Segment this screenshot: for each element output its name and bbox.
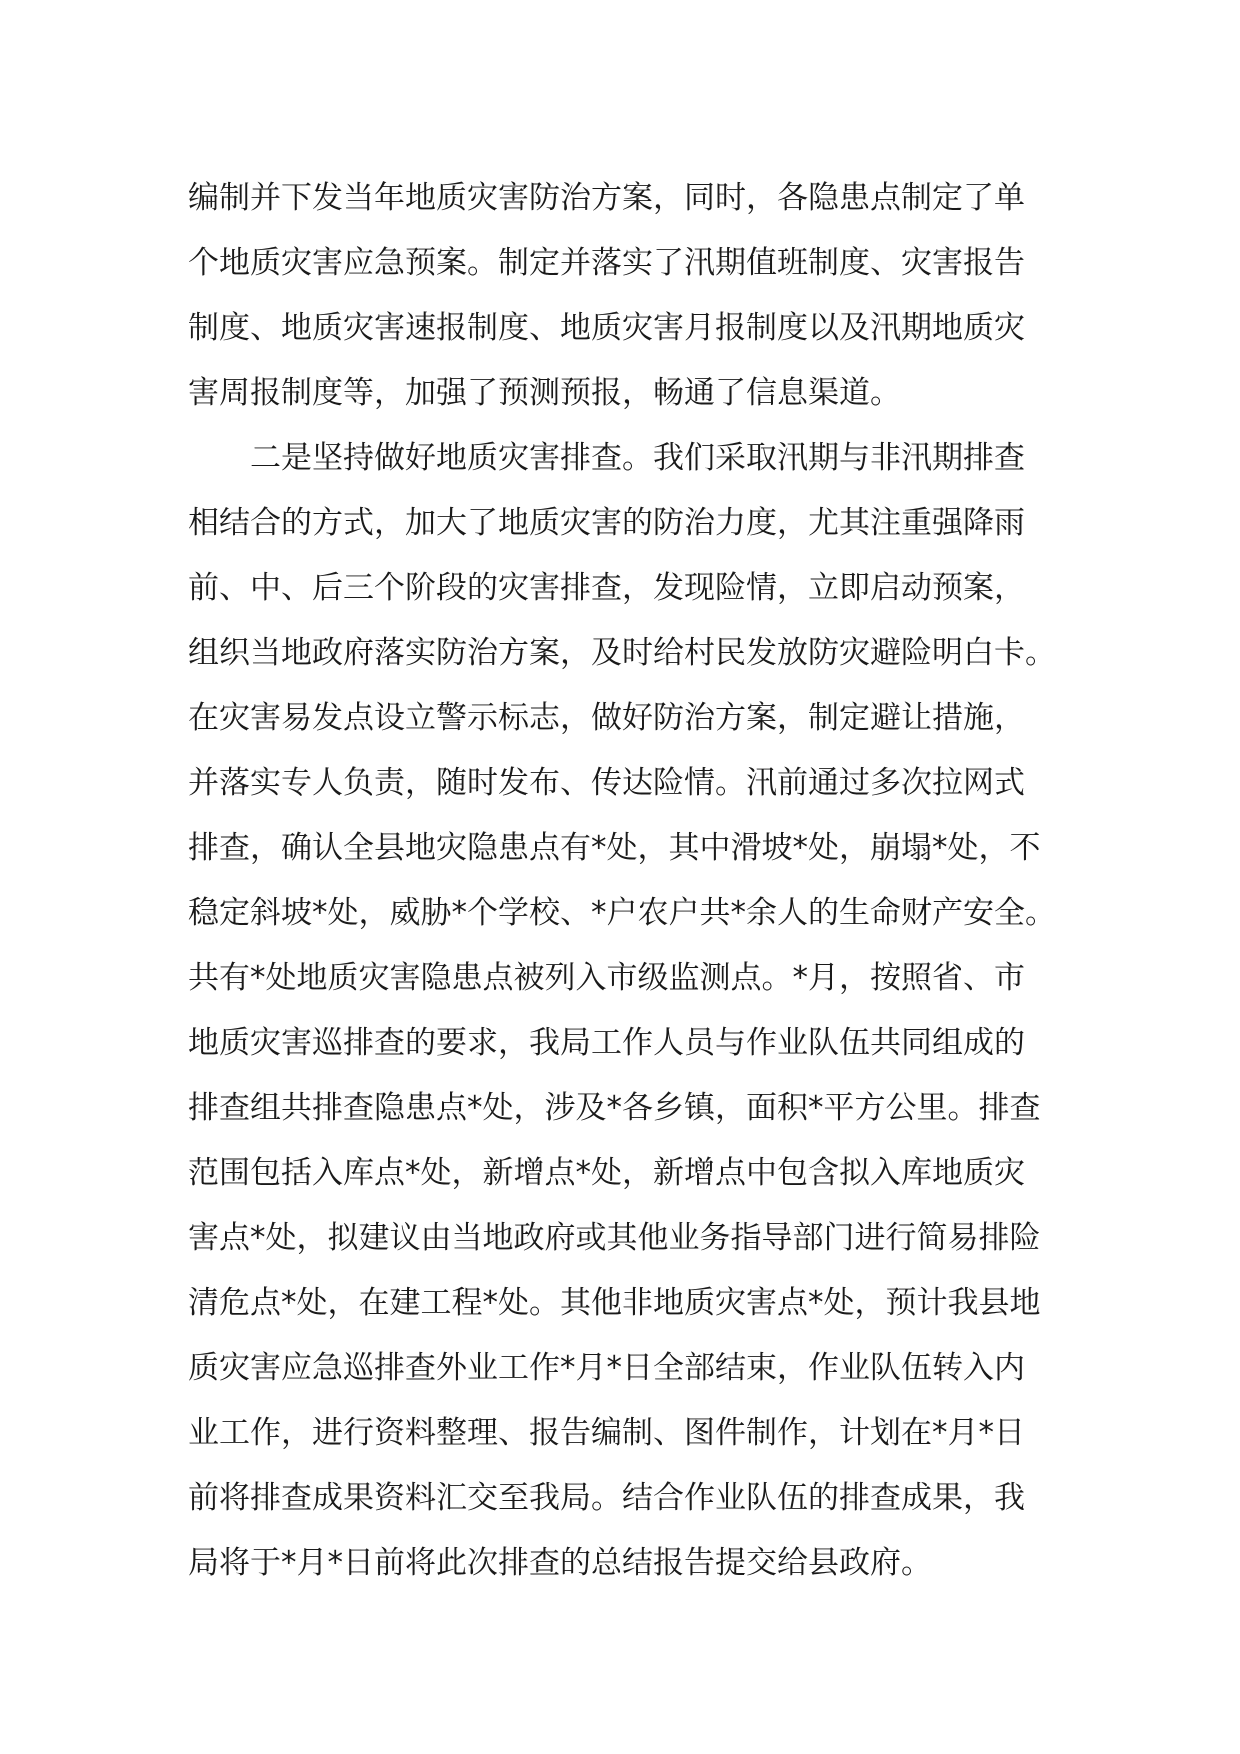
text-line: 并落实专人负责，随时发布、传达险情。汛前通过多次拉网式	[188, 765, 1025, 801]
text-line: 范围包括入库点*处，新增点*处，新增点中包含拟入库地质灾	[188, 1155, 1025, 1191]
body-text	[188, 166, 1068, 1596]
text-line: 组织当地政府落实防治方案，及时给村民发放防灾避险明白卡。	[188, 635, 1056, 671]
text-line: 质灾害应急巡排查外业工作*月*日全部结束，作业队伍转入内	[188, 1350, 1025, 1386]
text-line: 排查组共排查隐患点*处，涉及*各乡镇，面积*平方公里。排查	[188, 1090, 1041, 1126]
text-line: 清危点*处，在建工程*处。其他非地质灾害点*处，预计我县地	[188, 1285, 1041, 1321]
paragraph-start-line: 二是坚持做好地质灾害排查。我们采取汛期与非汛期排查	[250, 440, 1025, 476]
text-line: 业工作，进行资料整理、报告编制、图件制作，计划在*月*日	[188, 1415, 1025, 1451]
text-line: 前将排查成果资料汇交至我局。结合作业队伍的排查成果，我	[188, 1480, 1025, 1516]
text-line: 在灾害易发点设立警示标志，做好防治方案，制定避让措施，	[188, 700, 1025, 736]
text-line: 个地质灾害应急预案。制定并落实了汛期值班制度、灾害报告	[188, 245, 1025, 281]
text-line: 害点*处，拟建议由当地政府或其他业务指导部门进行简易排险	[188, 1220, 1041, 1256]
text-line: 害周报制度等，加强了预测预报，畅通了信息渠道。	[188, 375, 901, 411]
text-line: 地质灾害巡排查的要求，我局工作人员与作业队伍共同组成的	[188, 1025, 1025, 1061]
text-line: 稳定斜坡*处，威胁*个学校、*户农户共*余人的生命财产安全。	[188, 895, 1056, 931]
text-line: 局将于*月*日前将此次排查的总结报告提交给县政府。	[188, 1545, 932, 1581]
text-line: 编制并下发当年地质灾害防治方案，同时，各隐患点制定了单	[188, 180, 1025, 216]
text-line: 排查，确认全县地灾隐患点有*处，其中滑坡*处，崩塌*处，不	[188, 830, 1041, 866]
text-line: 前、中、后三个阶段的灾害排查，发现险情，立即启动预案，	[188, 570, 1025, 606]
text-line: 相结合的方式，加大了地质灾害的防治力度，尤其注重强降雨	[188, 505, 1025, 541]
text-line: 共有*处地质灾害隐患点被列入市级监测点。*月，按照省、市	[188, 960, 1025, 996]
text-line: 制度、地质灾害速报制度、地质灾害月报制度以及汛期地质灾	[188, 310, 1025, 346]
